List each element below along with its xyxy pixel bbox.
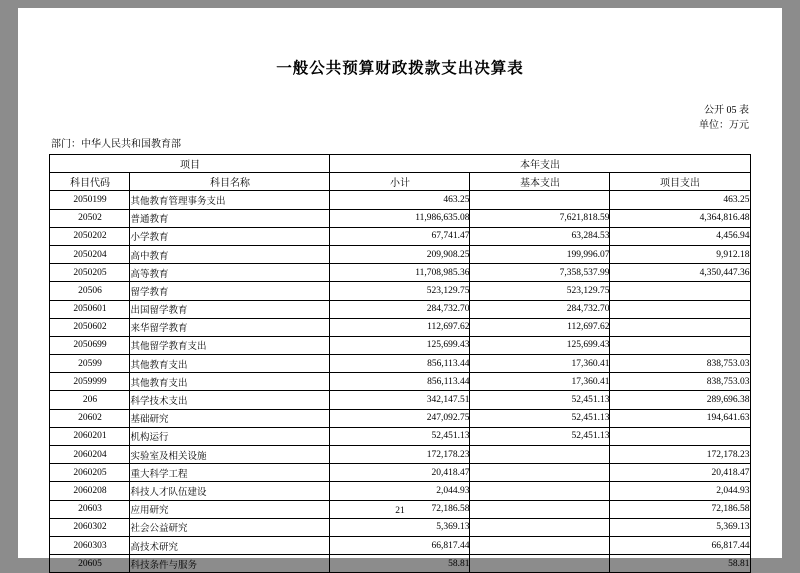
cell-basic: 7,621,818.59: [470, 209, 610, 227]
cell-code: 20603: [50, 500, 130, 518]
cell-basic: [470, 518, 610, 536]
table-row: [50, 373, 750, 391]
cell-name: 重大科学工程: [130, 464, 330, 482]
cell-code: 2060201: [50, 427, 130, 445]
cell-total: 342,147.51: [330, 391, 470, 409]
cell-code: 2050204: [50, 245, 130, 263]
column-header-basic: 基本支出: [470, 173, 610, 191]
table-row: [50, 518, 750, 536]
cell-project: [610, 318, 750, 336]
cell-total: 58.81: [330, 555, 470, 573]
cell-total: 284,732.70: [330, 300, 470, 318]
table-row: [50, 191, 750, 209]
table-header-row: [50, 173, 750, 191]
cell-code: 2050602: [50, 318, 130, 336]
cell-name: 基础研究: [130, 409, 330, 427]
cell-basic: 199,996.07: [470, 245, 610, 263]
cell-project: 4,364,816.48: [610, 209, 750, 227]
table-row: [50, 282, 750, 300]
cell-name: 其他留学教育支出: [130, 336, 330, 354]
table-row: [50, 427, 750, 445]
column-header-project: 项目支出: [610, 173, 750, 191]
cell-code: 2050202: [50, 227, 130, 245]
cell-name: 高等教育: [130, 264, 330, 282]
cell-basic: 284,732.70: [470, 300, 610, 318]
cell-project: 194,641.63: [610, 409, 750, 427]
cell-project: 5,369.13: [610, 518, 750, 536]
cell-name: 社会公益研究: [130, 518, 330, 536]
cell-total: 172,178.23: [330, 446, 470, 464]
cell-project: 838,753.03: [610, 373, 750, 391]
cell-code: 2050205: [50, 264, 130, 282]
cell-basic: 7,358,537.99: [470, 264, 610, 282]
cell-project: [610, 427, 750, 445]
cell-code: 2060205: [50, 464, 130, 482]
cell-code: 2050199: [50, 191, 130, 209]
document-page: [18, 8, 782, 571]
group-header-current-year: 本年支出: [330, 155, 750, 173]
cell-basic: 125,699.43: [470, 336, 610, 354]
group-header-item: 项目: [50, 155, 330, 173]
cell-code: 20605: [50, 555, 130, 573]
cell-total: 67,741.47: [330, 227, 470, 245]
table-row: [50, 464, 750, 482]
cell-project: 58.81: [610, 555, 750, 573]
cell-code: 2060204: [50, 446, 130, 464]
cell-total: 11,986,635.08: [330, 209, 470, 227]
cell-name: 科技人才队伍建设: [130, 482, 330, 500]
table-row: [50, 355, 750, 373]
cell-total: 125,699.43: [330, 336, 470, 354]
public-table-label: 公开 05 表: [704, 105, 749, 116]
cell-name: 其他教育支出: [130, 355, 330, 373]
cell-total: 247,092.75: [330, 409, 470, 427]
cell-basic: 523,129.75: [470, 282, 610, 300]
cell-name: 留学教育: [130, 282, 330, 300]
cell-basic: 17,360.41: [470, 355, 610, 373]
cell-code: 20602: [50, 409, 130, 427]
cell-basic: [470, 482, 610, 500]
table-row: [50, 482, 750, 500]
cell-code: 2059999: [50, 373, 130, 391]
cell-basic: 63,284.53: [470, 227, 610, 245]
cell-code: 2050601: [50, 300, 130, 318]
cell-basic: 52,451.13: [470, 409, 610, 427]
cell-basic: 52,451.13: [470, 391, 610, 409]
table-row: [50, 446, 750, 464]
cell-project: 838,753.03: [610, 355, 750, 373]
cell-basic: 52,451.13: [470, 427, 610, 445]
cell-total: 52,451.13: [330, 427, 470, 445]
table-row: [50, 409, 750, 427]
cell-total: 463.25: [330, 191, 470, 209]
column-header-name: 科目名称: [130, 173, 330, 191]
cell-basic: 17,360.41: [470, 373, 610, 391]
cell-project: 463.25: [610, 191, 750, 209]
cell-project: [610, 336, 750, 354]
cell-total: 523,129.75: [330, 282, 470, 300]
table-row: [50, 318, 750, 336]
cell-total: 11,708,985.36: [330, 264, 470, 282]
table-row: [50, 300, 750, 318]
cell-total: 66,817.44: [330, 536, 470, 554]
table-row: [50, 536, 750, 554]
cell-name: 科学技术支出: [130, 391, 330, 409]
column-header-code: 科目代码: [50, 173, 130, 191]
cell-name: 机构运行: [130, 427, 330, 445]
page-number: 21: [395, 506, 405, 516]
cell-project: 9,912.18: [610, 245, 750, 263]
cell-total: 112,697.62: [330, 318, 470, 336]
cell-project: 4,456.94: [610, 227, 750, 245]
cell-name: 高中教育: [130, 245, 330, 263]
cell-name: 普通教育: [130, 209, 330, 227]
cell-total: 72,186.58: [330, 500, 470, 518]
cell-project: 72,186.58: [610, 500, 750, 518]
department-label: 部门：中华人民共和国教育部: [51, 139, 181, 150]
cell-project: 66,817.44: [610, 536, 750, 554]
cell-total: 2,044.93: [330, 482, 470, 500]
cell-code: 2060303: [50, 536, 130, 554]
cell-code: 2050699: [50, 336, 130, 354]
cell-name: 高技术研究: [130, 536, 330, 554]
cell-basic: [470, 191, 610, 209]
cell-project: [610, 282, 750, 300]
cell-total: 5,369.13: [330, 518, 470, 536]
cell-basic: [470, 555, 610, 573]
table-row: [50, 227, 750, 245]
table-row: [50, 336, 750, 354]
cell-project: 4,350,447.36: [610, 264, 750, 282]
cell-project: 289,696.38: [610, 391, 750, 409]
cell-name: 应用研究: [130, 500, 330, 518]
cell-basic: 112,697.62: [470, 318, 610, 336]
cell-basic: [470, 446, 610, 464]
cell-project: 20,418.47: [610, 464, 750, 482]
cell-code: 2060208: [50, 482, 130, 500]
table-row: [50, 264, 750, 282]
column-header-total: 小计: [330, 173, 470, 191]
table-row: [50, 391, 750, 409]
cell-code: 2060302: [50, 518, 130, 536]
cell-total: 856,113.44: [330, 355, 470, 373]
table-row: [50, 209, 750, 227]
cell-name: 其他教育支出: [130, 373, 330, 391]
cell-name: 其他教育管理事务支出: [130, 191, 330, 209]
page-title: 一般公共预算财政拨款支出决算表: [276, 60, 524, 77]
cell-project: [610, 300, 750, 318]
cell-code: 206: [50, 391, 130, 409]
cell-project: 2,044.93: [610, 482, 750, 500]
table-row: [50, 555, 750, 573]
cell-name: 小学教育: [130, 227, 330, 245]
table-row: [50, 245, 750, 263]
cell-basic: [470, 464, 610, 482]
cell-name: 科技条件与服务: [130, 555, 330, 573]
cell-name: 来华留学教育: [130, 318, 330, 336]
unit-label: 单位：万元: [699, 119, 749, 131]
cell-project: 172,178.23: [610, 446, 750, 464]
cell-code: 20599: [50, 355, 130, 373]
cell-total: 20,418.47: [330, 464, 470, 482]
cell-code: 20502: [50, 209, 130, 227]
cell-name: 出国留学教育: [130, 300, 330, 318]
cell-name: 实验室及相关设施: [130, 446, 330, 464]
cell-code: 20506: [50, 282, 130, 300]
table-group-header-row: [50, 155, 750, 173]
document-meta-right: [18, 104, 782, 133]
cell-total: 856,113.44: [330, 373, 470, 391]
cell-basic: [470, 536, 610, 554]
cell-total: 209,908.25: [330, 245, 470, 263]
